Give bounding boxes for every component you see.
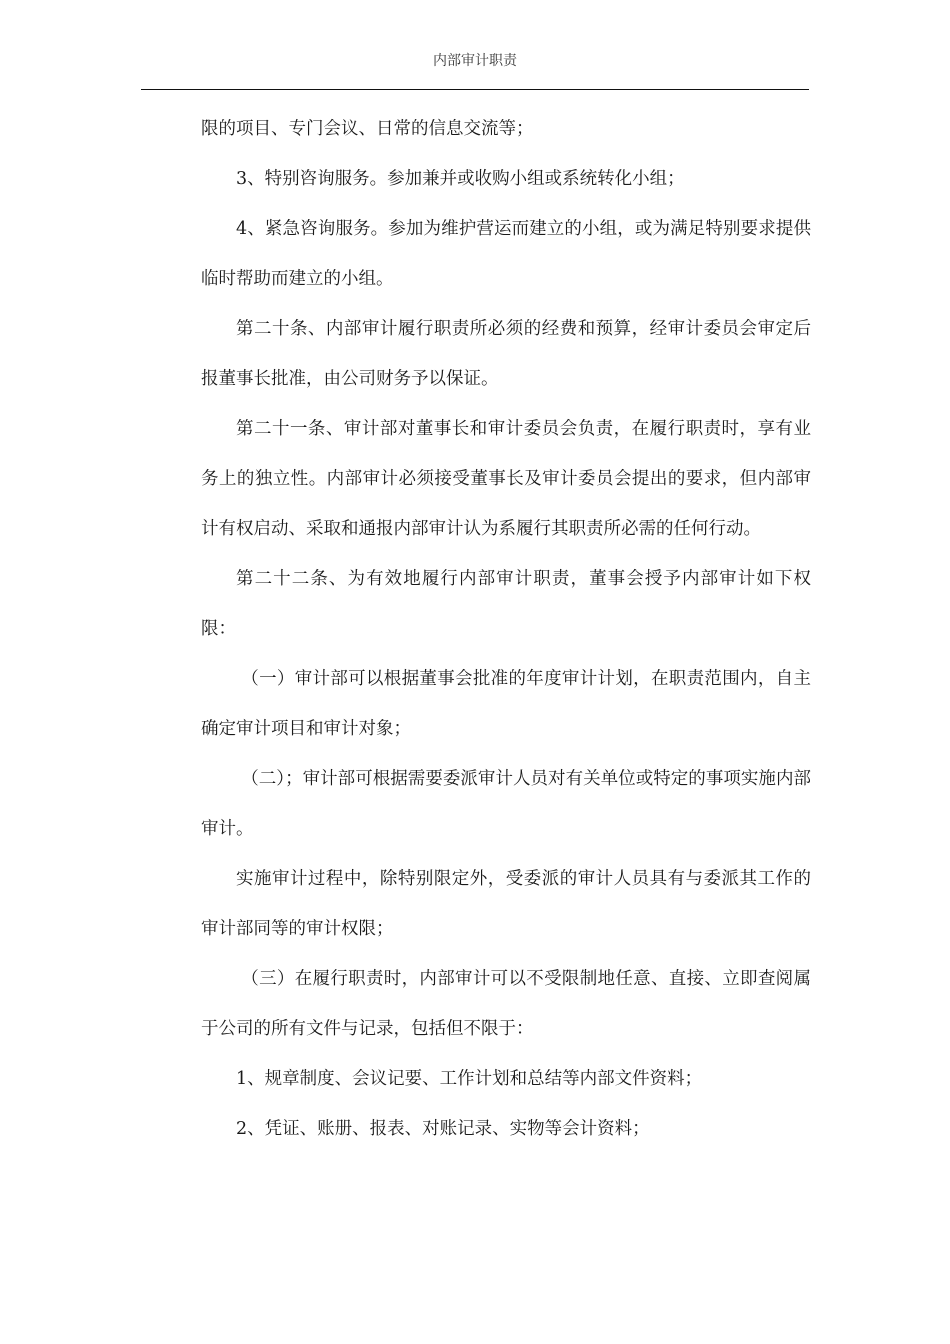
paragraph: 4、紧急咨询服务。参加为维护营运而建立的小组，或为满足特别要求提供临时帮助而建立的小组。 xyxy=(201,219,811,289)
paragraph: 2、凭证、账册、报表、对账记录、实物等会计资料； xyxy=(236,1119,650,1139)
paragraph: 限的项目、专门会议、日常的信息交流等； xyxy=(201,119,534,139)
paragraph: （二）；审计部可根据需要委派审计人员对有关单位或特定的事项实施内部审计。 xyxy=(201,769,811,839)
paragraph: 3、特别咨询服务。参加兼并或收购小组或系统转化小组； xyxy=(236,169,685,189)
paragraph: （一）审计部可以根据董事会批准的年度审计计划，在职责范围内，自主确定审计项目和审计对象； xyxy=(201,669,811,739)
header-divider xyxy=(141,89,809,90)
document-body xyxy=(201,104,811,1154)
paragraph: 1、规章制度、会议记要、工作计划和总结等内部文件资料； xyxy=(236,1069,703,1089)
paragraph: 第二十条、内部审计履行职责所必须的经费和预算，经审计委员会审定后报董事长批准，由公司财务予以保证。 xyxy=(201,319,811,389)
paragraph: 第二十一条、审计部对董事长和审计委员会负责，在履行职责时，享有业务上的独立性。内部审计必须接受董事长及审计委员会提出的要求，但内部审计有权启动、采取和通报内部审计认为系履行其职责所必需的任何行动。 xyxy=(201,419,811,539)
paragraph: （三）在履行职责时，内部审计可以不受限制地任意、直接、立即查阅属于公司的所有文件与记录，包括但不限于： xyxy=(201,969,811,1039)
page-header-title: 内部审计职责 xyxy=(433,53,517,69)
paragraph: 实施审计过程中，除特别限定外，受委派的审计人员具有与委派其工作的审计部同等的审计权限； xyxy=(201,869,811,939)
paragraph: 第二十二条、为有效地履行内部审计职责，董事会授予内部审计如下权限： xyxy=(201,569,811,639)
